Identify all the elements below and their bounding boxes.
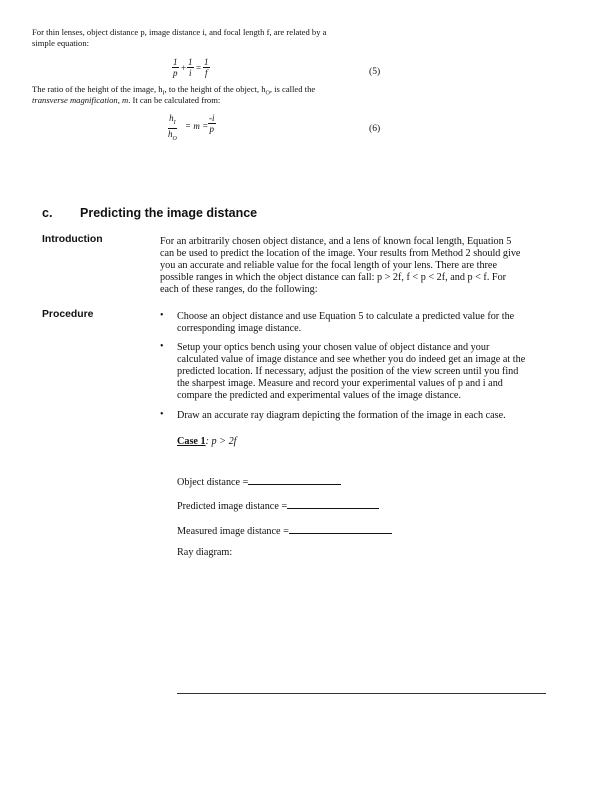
bullet-glyph: • bbox=[160, 310, 164, 321]
section-title: Predicting the image distance bbox=[80, 206, 258, 220]
bullet-glyph: • bbox=[160, 409, 164, 420]
intro-text-line: can be used to predict the location of the image. Your results from Method 2 should give bbox=[160, 248, 521, 259]
eq6-number: (6) bbox=[369, 123, 381, 134]
eq6-lhs: $\frac{h_I}{h_O}$ bbox=[168, 113, 177, 142]
intro-text-line: possible ranges in which the object distance can fall: p > 2f, f < p < 2f, and p < f. For bbox=[160, 272, 507, 283]
procedure-label: Procedure bbox=[42, 309, 94, 320]
eq6-middle: = m = bbox=[185, 121, 209, 131]
intro-text-line: each of these ranges, do the following: bbox=[160, 284, 318, 295]
eq5-plus: + bbox=[181, 63, 187, 73]
predicted-distance-row bbox=[177, 498, 379, 513]
object-distance-row bbox=[177, 474, 341, 489]
intro-line-1: For thin lenses, object distance p, image distance i, and focal length f, are related by a bbox=[32, 27, 327, 37]
procedure-bullet-3: Draw an accurate ray diagram depicting the formation of the image in each case. bbox=[177, 410, 506, 421]
predicted-distance-field[interactable] bbox=[287, 498, 379, 509]
object-distance-field[interactable] bbox=[248, 474, 341, 485]
intro-text-line: For an arbitrarily chosen object distance, and a lens of known focal length, Equation 5 bbox=[160, 236, 512, 247]
section-letter: c. bbox=[42, 206, 53, 220]
predicted-distance-label: Predicted image distance = bbox=[177, 501, 288, 512]
ray-diagram-label: Ray diagram: bbox=[177, 547, 233, 558]
eq5-equals: = bbox=[196, 63, 202, 73]
eq6-rhs: $\frac{-i}{p}$ bbox=[209, 113, 215, 134]
procedure-bullet-2: Setup your optics bench using your chosen value of object distance and your calculated value of image distance and see whether you do indeed get an image at the predicted location. If necessary, adjust the position of the view screen until you find the sharpest image. Measure and record your experimental values of p and i and compare the predicted and experimental values of the image distance. bbox=[177, 342, 526, 401]
measured-distance-field[interactable] bbox=[289, 523, 392, 534]
measured-distance-label: Measured image distance = bbox=[177, 526, 289, 537]
intro-line-2: simple equation: bbox=[32, 38, 90, 48]
introduction-label: Introduction bbox=[42, 234, 103, 245]
measured-distance-row bbox=[177, 523, 392, 538]
eq5-term-2: $\frac{1}{i}$ bbox=[188, 57, 193, 78]
procedure-bullet-1: Choose an object distance and use Equation 5 to calculate a predicted value for the corresponding image distance. bbox=[177, 311, 515, 334]
case-1-heading: Case 1: p > 2f bbox=[177, 436, 237, 447]
ratio-line-1: The ratio of the height of the image, $h_I$, to the height of the object, $h_O$, is called the bbox=[32, 84, 316, 97]
eq5-number: (5) bbox=[369, 66, 381, 77]
object-distance-label: Object distance = bbox=[177, 477, 249, 488]
eq5-term-3: $\frac{1}{f}$ bbox=[204, 57, 209, 78]
introduction-text bbox=[160, 236, 560, 296]
eq5-term-1: $\frac{1}{p}$ bbox=[173, 57, 178, 78]
ray-diagram-baseline bbox=[177, 693, 546, 694]
ratio-line-2: transverse magnification, m. It can be calculated from: bbox=[32, 95, 221, 105]
intro-text-line: you an accurate and reliable value for the focal length of your lens. There are three bbox=[160, 260, 497, 271]
bullet-glyph: • bbox=[160, 341, 164, 352]
